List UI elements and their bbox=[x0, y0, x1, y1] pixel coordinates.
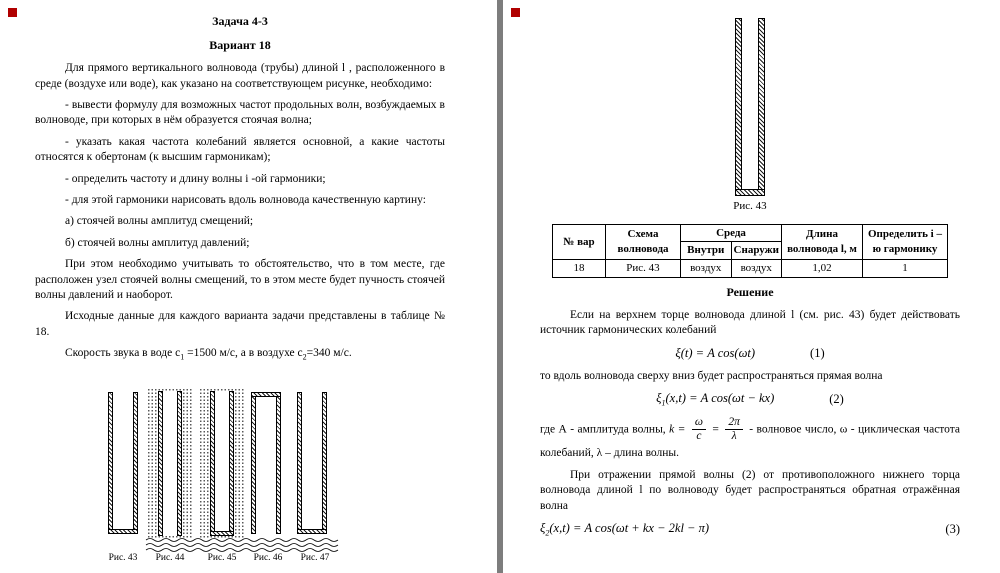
cell-scheme: Рис. 43 bbox=[606, 260, 681, 278]
formula-text: (x,t) = A cos(ωt + kx − 2kl − π) bbox=[549, 521, 710, 536]
list-item-a: а) стоячей волны амплитуд смещений; bbox=[65, 215, 254, 228]
col-header-outside: Снаружи bbox=[731, 242, 782, 260]
numerator: ω bbox=[692, 416, 706, 430]
speed-text: Скорость звука в воде c bbox=[65, 347, 181, 360]
equals-sign: = bbox=[712, 423, 719, 436]
data-paragraph: Исходные данные для каждого варианта задачи представлены в таблице № 18. bbox=[35, 310, 445, 338]
col-header-length: Длина волновода l, м bbox=[782, 224, 863, 259]
waveguide-figure-47 bbox=[297, 392, 327, 534]
col-header-harmonic: Определить i – ю гармонику bbox=[863, 224, 948, 259]
numerator: 2π bbox=[725, 416, 743, 430]
denominator: c bbox=[696, 430, 702, 443]
definition-paragraph bbox=[540, 416, 960, 462]
bullet-paragraph: - вывести формулу для возможных частот продольных волн, возбуждаемых в волноводе, при которых в нём образуется стоячая волна; bbox=[35, 98, 445, 127]
fraction bbox=[692, 416, 706, 443]
tube-wall bbox=[108, 529, 138, 534]
water-block bbox=[199, 388, 245, 538]
subscript: 1 bbox=[180, 352, 185, 362]
figure-caption-45: Рис. 45 bbox=[207, 553, 237, 563]
cell-outside: воздух bbox=[731, 260, 782, 278]
water-waves-icon bbox=[145, 537, 343, 553]
figure-caption-43: Рис. 43 bbox=[108, 553, 138, 563]
document-page-right bbox=[503, 0, 1000, 573]
table-row bbox=[553, 260, 948, 278]
formula-text: (x,t) = A cos(ωt − kx) bbox=[665, 390, 775, 405]
tube-wall bbox=[322, 392, 327, 534]
formula-symbol: k = bbox=[669, 423, 686, 436]
tube-wall bbox=[297, 529, 327, 534]
speed-text: =340 м/с. bbox=[306, 347, 352, 360]
tube-wall bbox=[133, 392, 138, 534]
formula: ξ(t) = A cos(ωt) bbox=[675, 345, 756, 360]
bullet-paragraph: - указать какая частота колебаний является основной, а какие частоты относятся к обертонам (к высшим гармоникам); bbox=[35, 135, 445, 164]
equation-number: (1) bbox=[810, 345, 825, 360]
left-page-content bbox=[0, 0, 497, 363]
tube-wall bbox=[158, 391, 163, 536]
text-run: где А - амплитуда волны, bbox=[540, 423, 670, 436]
document-page-left bbox=[0, 0, 497, 573]
intro-paragraph: Для прямого вертикального волновода (трубы) длиной l , расположенного в среде (воздухе или воде), как указано на соответствующем рисунке, необходимо: bbox=[35, 62, 445, 90]
speed-text: =1500 м/с, а в воздухе c bbox=[184, 347, 303, 360]
figures-row bbox=[0, 388, 497, 573]
subscript: 2 bbox=[302, 352, 307, 362]
tube-wall bbox=[108, 392, 113, 534]
waveguide-figure-43 bbox=[108, 392, 138, 534]
col-header-medium: Среда bbox=[681, 224, 782, 242]
note-paragraph: При этом необходимо учитывать то обстоятельство, что в том месте, где расположен узел стоячей волны смещений, то в этом месте будет пучность стоячей волны давлений и наоборот. bbox=[35, 258, 445, 302]
waveguide-figure-46 bbox=[251, 392, 281, 534]
tube-wall bbox=[177, 391, 182, 536]
solution-paragraph: При отражении прямой волны (2) от противоположного нижнего торца волновода длиной l по волноводу будет распространяться обратная отражённая волна bbox=[540, 469, 960, 512]
speed-paragraph bbox=[35, 346, 445, 363]
formula-symbol: ξ bbox=[656, 390, 662, 405]
figure-caption-47: Рис. 47 bbox=[300, 553, 330, 563]
cell-length: 1,02 bbox=[782, 260, 863, 278]
equation-2 bbox=[540, 390, 960, 409]
equation-number: (3) bbox=[945, 522, 960, 537]
revision-marker-icon bbox=[511, 8, 520, 17]
figure-caption-44: Рис. 44 bbox=[155, 553, 185, 563]
water-block bbox=[147, 388, 193, 538]
tube-wall bbox=[758, 18, 765, 196]
tube-wall bbox=[229, 391, 234, 536]
figure-caption-46: Рис. 46 bbox=[253, 553, 283, 563]
right-page-content bbox=[503, 0, 1000, 539]
formula bbox=[656, 390, 774, 409]
solution-title: Решение bbox=[726, 284, 774, 299]
formula-symbol: ξ bbox=[540, 521, 546, 536]
tube-wall bbox=[210, 531, 234, 536]
equation-1 bbox=[540, 345, 960, 362]
cell-harmonic: 1 bbox=[863, 260, 948, 278]
col-header-scheme: Схема волновода bbox=[606, 224, 681, 259]
waveguide-figure-45 bbox=[210, 391, 234, 536]
subscript: 1 bbox=[661, 398, 666, 408]
cell-inside: воздух bbox=[681, 260, 732, 278]
subscript: 2 bbox=[545, 528, 550, 538]
tube-wall bbox=[735, 18, 742, 196]
figure-caption: Рис. 43 bbox=[733, 200, 767, 212]
revision-marker-icon bbox=[8, 8, 17, 17]
tube-wall bbox=[735, 189, 765, 196]
tube-wall bbox=[251, 392, 281, 397]
bullet-paragraph: - определить частоту и длину волны i -ой гармоники; bbox=[65, 172, 326, 185]
equation-3 bbox=[540, 520, 960, 539]
fraction bbox=[725, 416, 743, 443]
waveguide-figure-44 bbox=[158, 391, 182, 536]
text-run: - волновое число, ω - циклическая частота колебаний, λ – длина волны. bbox=[540, 423, 961, 459]
tube-wall bbox=[210, 391, 215, 536]
waveguide-figure-43-large bbox=[735, 18, 765, 196]
tube-wall bbox=[276, 392, 281, 534]
variant-table bbox=[552, 224, 948, 278]
col-header-inside: Внутри bbox=[681, 242, 732, 260]
tube-wall bbox=[251, 392, 256, 534]
formula bbox=[540, 520, 709, 539]
equation-number: (2) bbox=[829, 392, 844, 407]
task-title: Задача 4-3 bbox=[212, 14, 268, 28]
col-header-var: № вар bbox=[553, 224, 606, 259]
cell-var: 18 bbox=[553, 260, 606, 278]
solution-paragraph: то вдоль волновода сверху вниз будет распространяться прямая волна bbox=[540, 369, 883, 382]
solution-paragraph: Если на верхнем торце волновода длиной l (см. рис. 43) будет действовать источник гармонических колебаний bbox=[540, 309, 960, 337]
list-item-b: б) стоячей волны амплитуд давлений; bbox=[65, 236, 250, 249]
variant-title: Вариант 18 bbox=[209, 38, 271, 53]
tube-wall bbox=[297, 392, 302, 534]
bullet-paragraph: - для этой гармоники нарисовать вдоль волновода качественную картину: bbox=[65, 194, 426, 206]
denominator: λ bbox=[731, 430, 737, 443]
